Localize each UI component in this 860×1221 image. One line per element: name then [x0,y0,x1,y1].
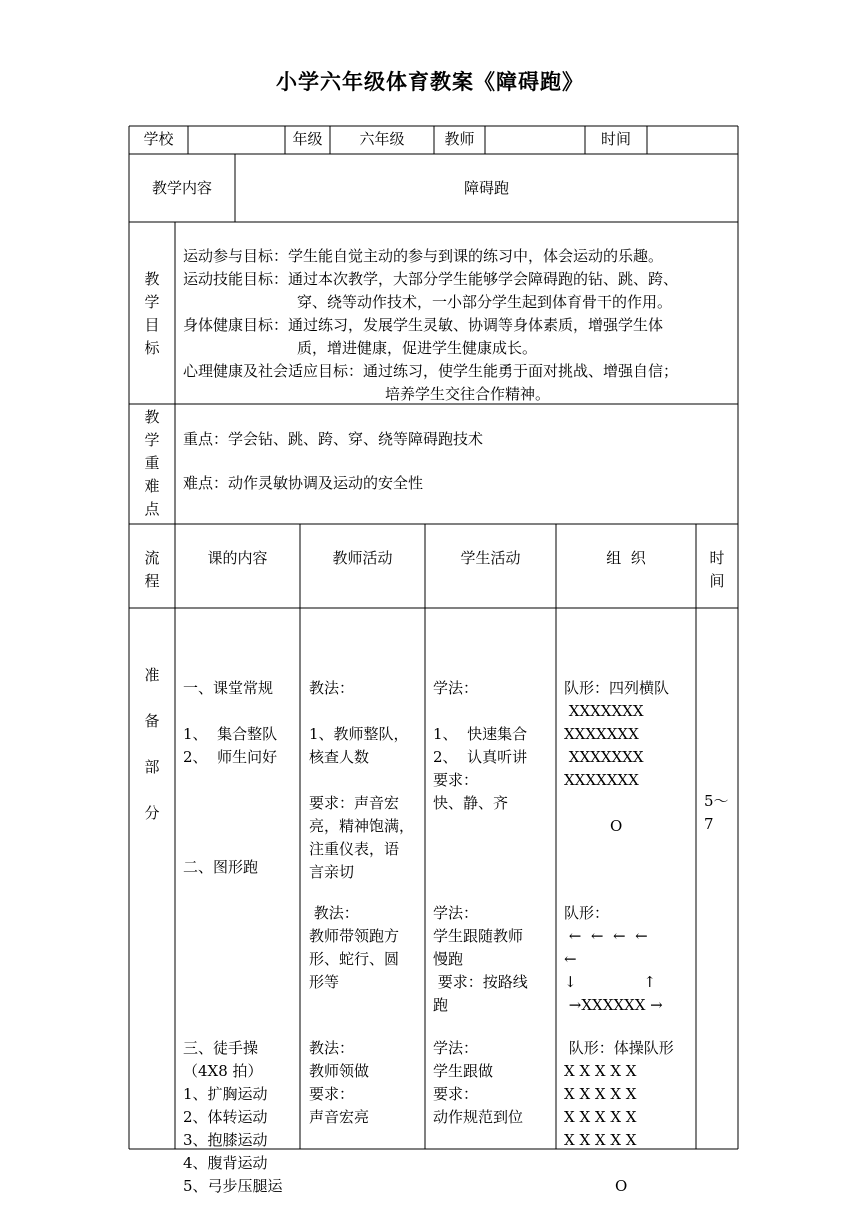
s2-content: 二、图形跑 [183,858,259,876]
content-label: 教学内容 [151,179,212,197]
key-point: 重点：学会钻、跳、跨、穿、绕等障碍跑技术 [183,430,484,448]
grade-label: 年级 [292,130,323,148]
school-label: 学校 [143,130,174,148]
col-teacher-header: 教师活动 [332,549,393,567]
s1-teacher: 教法： 1、教师整队， 核查人数 要求：声音宏 亮，精神饱满， 注重仪表，语 言亲切 [309,679,415,881]
goal-line: 运动技能目标：通过本次教学，大部分学生能够学会障碍跑的钻、跳、跨、 [183,270,679,288]
difficulty-point: 难点：动作灵敏协调及运动的安全性 [183,474,424,492]
col-org-header: 组 织 [606,549,646,567]
s3-student: 学法： 学生跟做 要求： 动作规范到位 [433,1039,524,1126]
teacher-label: 教师 [444,130,475,148]
s1-content: 一、课堂常规 1、 集合整队 2、 师生问好 [183,679,278,766]
goal-line: 心理健康及社会适应目标：通过练习，使学生能勇于面对挑战、增强自信； [183,362,679,380]
goals-label: 教 学 目 标 [144,270,160,357]
prep-section-label: 准 备 部 分 [144,666,160,822]
goal-line: 质，增进健康，促进学生健康成长。 [297,339,538,357]
goal-line: 运动参与目标：学生能自觉主动的参与到课的练习中，体会运动的乐趣。 [183,247,664,265]
s3-formation: 队形：体操队形 X X X X X X X X X X X X X X X X X X X X O [564,1039,674,1195]
col-time-header: 时 间 [709,549,725,590]
s1-student: 学法： 1、 快速集合 2、 认真听讲 要求： 快、静、齐 [433,679,528,812]
s2-student: 学法： 学生跟随教师 慢跑 要求：按路线 跑 [433,904,528,1014]
s3-content: 三、徒手操 （4X8 拍） 1、扩胸运动 2、体转运动 3、抱膝运动 4、腹背运动 5、弓步压腿运 [183,1039,283,1195]
time-label: 时间 [600,130,631,148]
s3-teacher: 教法： 教师领做 要求： 声音宏亮 [309,1039,370,1126]
keypoints-label: 教 学 重 难 点 [144,408,160,518]
col-student-header: 学生活动 [460,549,521,567]
s1-formation: 队形：四列横队 XXXXXXX XXXXXXX XXXXXXX XXXXXXX O [564,679,670,835]
prep-time: 5～ 7 [704,792,729,833]
page-title: 小学六年级体育教案《障碍跑》 [276,69,584,94]
col-content-header: 课的内容 [207,549,268,567]
s2-teacher: 教法： 教师带领跑方 形、蛇行、圆 形等 [309,904,400,991]
goal-line: 穿、绕等动作技术，一小部分学生起到体育骨干的作用。 [297,293,673,311]
col-flow-header: 流 程 [144,549,160,590]
goal-line: 培养学生交往合作精神。 [385,385,551,403]
goal-line: 身体健康目标：通过练习，发展学生灵敏、协调等身体素质，增强学生体 [183,316,664,334]
s2-formation: 队形： ← ← ← ← ← ↓ ↑ →XXXXXX → [564,904,663,1014]
grade-value: 六年级 [359,130,405,148]
content-value: 障碍跑 [463,179,509,197]
